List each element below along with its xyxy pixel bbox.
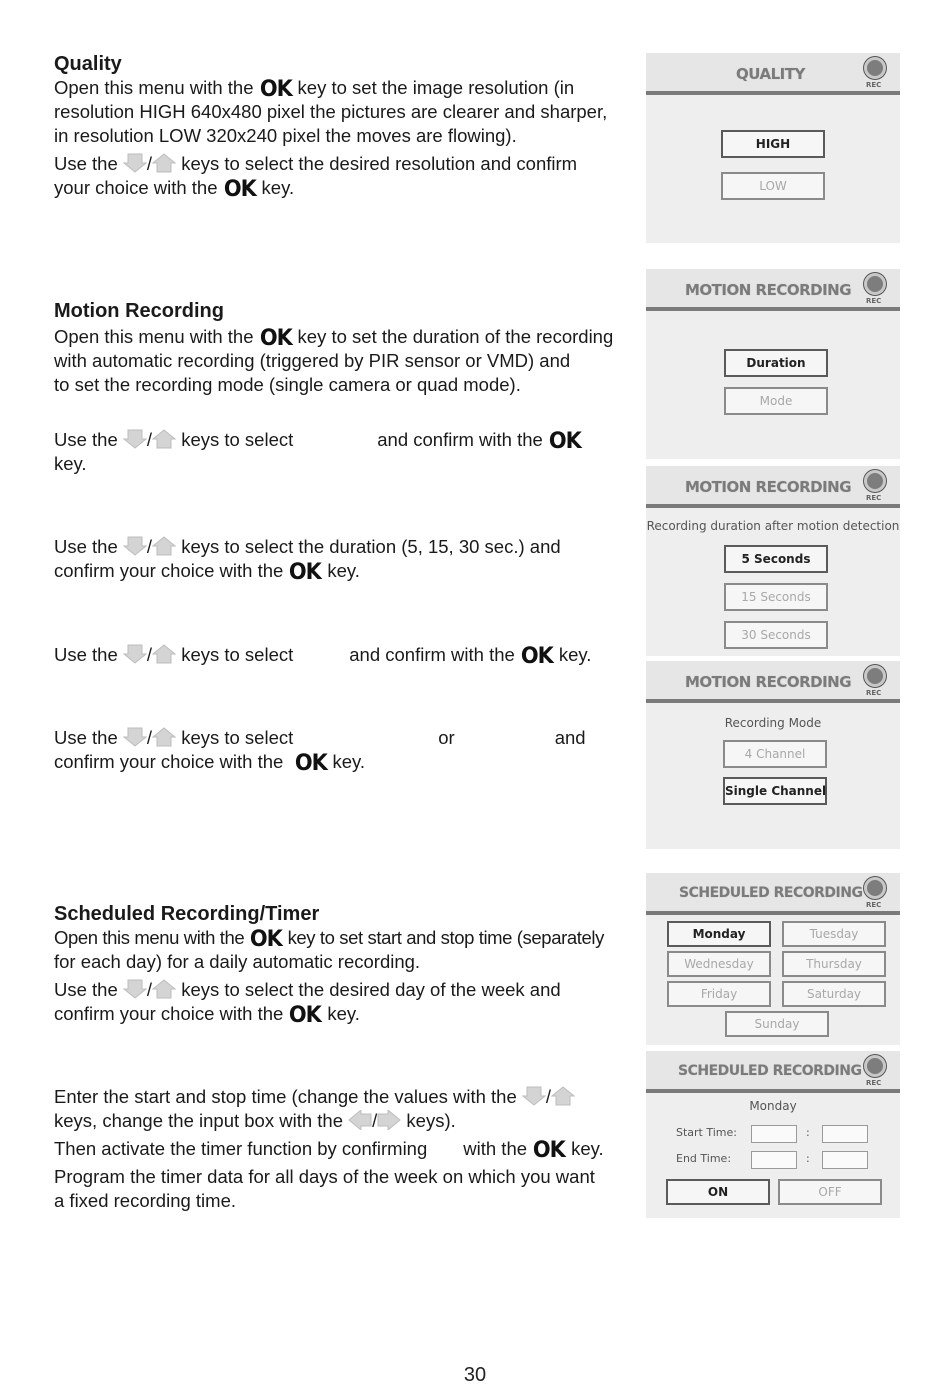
- screen-title: MOTION RECORDING: [685, 478, 852, 496]
- screen-title: QUALITY: [736, 65, 805, 83]
- day-button-sunday[interactable]: Sunday: [725, 1011, 829, 1037]
- timer-on-button[interactable]: ON: [666, 1179, 770, 1205]
- start-time-colon: :: [806, 1126, 810, 1139]
- quality-paragraph-2: Use the / keys to select the desired resolution and confirm your choice with the OK key.: [54, 153, 578, 202]
- duration-30-seconds-button[interactable]: 30 Seconds: [724, 621, 828, 649]
- rec-icon: REC: [862, 273, 888, 307]
- start-hour-input[interactable]: [751, 1125, 797, 1143]
- up-arrow-icon: [152, 429, 176, 449]
- end-hour-input[interactable]: [751, 1151, 797, 1169]
- screen-title: SCHEDULED RECORDING: [678, 1063, 862, 1079]
- down-arrow-icon: [123, 536, 147, 556]
- motion-paragraph-3: Use the / keys to select the duration (5, 15, 30 sec.) and confirm your choice with the OK key.: [54, 536, 561, 585]
- down-arrow-icon: [123, 727, 147, 747]
- ok-key-icon: OK: [249, 927, 282, 952]
- ok-key-icon: OK: [259, 326, 292, 351]
- quality-paragraph-1: Open this menu with the OK key to set the image resolution (in resolution HIGH 640x480 pixel the pictures are clearer and sharper, in resolution LOW 320x240 pixel the moves are flowing).: [54, 77, 608, 146]
- scheduled-paragraph-3: Enter the start and stop time (change the values with the / keys, change the input box with the / keys).: [54, 1085, 575, 1133]
- up-arrow-icon: [152, 153, 176, 173]
- high-button[interactable]: HIGH: [721, 130, 825, 158]
- screen-header: [646, 873, 900, 915]
- scheduled-recording-screen-time: [646, 1051, 900, 1218]
- down-arrow-icon: [522, 1086, 546, 1106]
- end-minute-input[interactable]: [822, 1151, 868, 1169]
- rec-icon: REC: [862, 877, 888, 911]
- ok-key-icon: OK: [223, 177, 256, 202]
- screen-title: MOTION RECORDING: [685, 281, 852, 299]
- duration-button[interactable]: Duration: [724, 349, 828, 377]
- end-time-label: End Time:: [676, 1152, 732, 1165]
- up-arrow-icon: [152, 644, 176, 664]
- start-time-label: Start Time:: [676, 1126, 737, 1139]
- scheduled-paragraph-1: Open this menu with the OK key to set start and stop time (separately for each day) for a daily automatic recording.: [54, 927, 604, 972]
- low-button[interactable]: LOW: [721, 172, 825, 200]
- end-time-colon: :: [806, 1152, 810, 1165]
- left-arrow-icon: [348, 1110, 372, 1130]
- screen-header: [646, 269, 900, 311]
- day-button-tuesday[interactable]: Tuesday: [782, 921, 886, 947]
- motion-recording-screen-duration: [646, 466, 900, 656]
- duration-5-seconds-button[interactable]: 5 Seconds: [724, 545, 828, 573]
- single-channel-button[interactable]: Single Channel: [723, 777, 827, 805]
- screen-header: [646, 466, 900, 508]
- ok-key-icon: OK: [289, 560, 322, 585]
- ok-key-icon: OK: [533, 1138, 566, 1163]
- screen-caption: Recording Mode: [724, 716, 822, 730]
- section-heading-motion-recording: Motion Recording: [54, 300, 224, 322]
- ok-key-icon: OK: [520, 644, 553, 669]
- four-channel-button[interactable]: 4 Channel: [723, 740, 827, 768]
- up-arrow-icon: [152, 727, 176, 747]
- ok-key-icon: OK: [289, 1003, 322, 1028]
- day-button-monday[interactable]: Monday: [667, 921, 771, 947]
- motion-recording-screen-mode: [646, 661, 900, 849]
- scheduled-recording-screen-days: [646, 873, 900, 1045]
- rec-icon: REC: [862, 1055, 888, 1089]
- scheduled-paragraph-2: Use the / keys to select the desired day of the week and confirm your choice with the OK key.: [54, 979, 561, 1028]
- ok-key-icon: OK: [259, 77, 292, 102]
- section-heading-quality: Quality: [54, 53, 122, 75]
- screen-header: [646, 53, 900, 95]
- up-arrow-icon: [152, 979, 176, 999]
- ok-key-icon: OK: [294, 751, 327, 776]
- day-button-thursday[interactable]: Thursday: [782, 951, 886, 977]
- screen-header: [646, 1051, 900, 1093]
- rec-icon: REC: [862, 57, 888, 91]
- motion-recording-screen-menu: [646, 269, 900, 459]
- up-arrow-icon: [152, 536, 176, 556]
- page-number: 30: [463, 1364, 487, 1386]
- selected-day-label: Monday: [749, 1099, 797, 1113]
- day-button-friday[interactable]: Friday: [667, 981, 771, 1007]
- motion-paragraph-1: Open this menu with the OK key to set the duration of the recording with automatic recording (triggered by PIR sensor or VMD) and to set the recording mode (single camera or quad mode).: [54, 326, 614, 395]
- down-arrow-icon: [123, 644, 147, 664]
- screen-header: [646, 661, 900, 703]
- down-arrow-icon: [123, 979, 147, 999]
- screen-title: SCHEDULED RECORDING: [679, 885, 863, 901]
- mode-button[interactable]: Mode: [724, 387, 828, 415]
- ok-key-icon: OK: [548, 429, 581, 454]
- right-arrow-icon: [377, 1110, 401, 1130]
- day-button-saturday[interactable]: Saturday: [782, 981, 886, 1007]
- rec-icon: REC: [862, 665, 888, 699]
- timer-off-button[interactable]: OFF: [778, 1179, 882, 1205]
- motion-paragraph-4: Use the / keys to select and confirm with the OK key.: [54, 644, 592, 669]
- down-arrow-icon: [123, 153, 147, 173]
- screen-title: MOTION RECORDING: [685, 673, 852, 691]
- rec-icon: REC: [862, 470, 888, 504]
- motion-paragraph-2: Use the / keys to select and confirm with the OK key.: [54, 429, 581, 474]
- screen-caption: Recording duration after motion detection: [646, 519, 900, 533]
- scheduled-paragraph-5: Program the timer data for all days of the week on which you want a fixed recording time.: [54, 1166, 595, 1211]
- down-arrow-icon: [123, 429, 147, 449]
- day-button-wednesday[interactable]: Wednesday: [667, 951, 771, 977]
- quality-screen: [646, 53, 900, 243]
- duration-15-seconds-button[interactable]: 15 Seconds: [724, 583, 828, 611]
- start-minute-input[interactable]: [822, 1125, 868, 1143]
- section-heading-scheduled-recording: Scheduled Recording/Timer: [54, 903, 320, 925]
- up-arrow-icon: [551, 1086, 575, 1106]
- scheduled-paragraph-4: Then activate the timer function by confirming with the OK key.: [54, 1138, 604, 1163]
- motion-paragraph-5: Use the / keys to select or and confirm your choice with the OK key.: [54, 727, 586, 776]
